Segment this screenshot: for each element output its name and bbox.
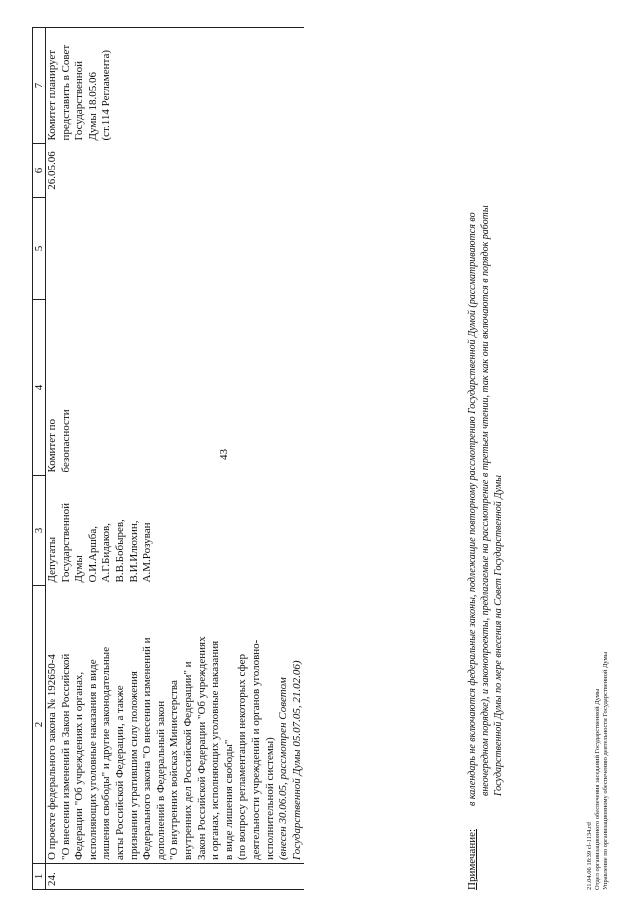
remark-line: Государственной	[73, 60, 86, 141]
bill-title-line: признании утратившим силу положения	[127, 671, 140, 860]
footer-directorate: Управление по организационному обеспечению деятельности Государственной Думы	[602, 651, 609, 890]
bill-title-line: акты Российской Федерации, а также	[113, 685, 126, 860]
author-line: А.Г.Бидаков,	[100, 523, 113, 583]
bill-title-line: О проекте федерального закона № 192650-4	[46, 654, 58, 860]
bill-title-line: лишения свободы" и другие законодательные	[100, 646, 113, 860]
column-header: 4	[33, 300, 46, 476]
bill-title-line: "О внесении изменений в Закон Российской	[59, 653, 72, 860]
bill-title-line: Федерации "Об учреждениях и органах,	[73, 671, 86, 860]
bill-title-line: (по вопросу регламентации некоторых сфер	[236, 654, 249, 860]
legislation-calendar-table	[32, 27, 304, 890]
row-number: 24.	[46, 864, 305, 890]
bill-title-line: дополнений в Федеральный закон	[154, 700, 167, 860]
bill-title-line: внутренних дел Российской Федерации" и	[181, 661, 194, 860]
page-number: 43	[218, 449, 230, 460]
committee-line: Комитет по	[46, 418, 58, 473]
note-line: в календарь не включаются федеральные законы, подлежащие повторному рассмотрению Государственной Думой (рассматриваются во	[467, 212, 478, 806]
remark-line: (ст.114 Регламента)	[100, 49, 113, 141]
remark	[46, 28, 305, 144]
bill-status-line: Государственной Думы 05.07.05, 21.02.06)	[290, 660, 303, 860]
author-line: Думы	[73, 555, 86, 583]
column-header: 6	[33, 144, 46, 198]
footer-department: Отдел организационного обеспечения заседаний Государственной Думы	[594, 688, 601, 890]
document-footer	[586, 652, 610, 890]
bill-title-line: и органах, исполняющих уголовные наказания	[209, 640, 222, 860]
author-line: В.В.Бобырев,	[113, 519, 126, 583]
remark-line: представить в Совет	[59, 44, 72, 141]
bill-title-line: деятельности учреждений и органов уголовно-	[249, 639, 262, 860]
note-line: внеочередном порядке), и законопроекты, предлагаемые на рассмотрение в третьем чтении, так как они включаются в порядок работы	[480, 205, 491, 796]
author-line: А.М.Розуван	[141, 522, 154, 583]
scheduled-date: 26.05.06	[46, 151, 58, 190]
remark-line: Думы 18.05.06	[86, 72, 99, 141]
note-label: Примечание:	[466, 828, 478, 890]
column-header: 1	[33, 864, 46, 890]
author-line: Государственной	[59, 502, 72, 583]
bill-authors	[46, 476, 305, 586]
footer-file-stamp: 21.04.06 18:39 сl-1134.rtf	[586, 821, 593, 890]
author-line: О.И.Аршба,	[86, 525, 99, 583]
bill-title-line: "О внутренних войсках Министерства	[168, 680, 181, 860]
column-header: 7	[33, 28, 46, 144]
bill-title-line: Федерального закона "О внесении изменений и	[141, 637, 154, 860]
column-number-header-row	[33, 28, 46, 890]
responsible-committee	[46, 300, 305, 476]
remark-line: Комитет планирует	[46, 49, 58, 141]
bill-title	[46, 586, 305, 864]
bill-title-line: в виде лишения свободы"	[222, 739, 235, 860]
note-text	[466, 126, 505, 806]
note-line: Государственной Думы по мере внесения на Совет Государственной Думы	[493, 475, 504, 796]
author-line: В.И.Илюхин,	[127, 520, 140, 583]
column-header: 5	[33, 198, 46, 300]
column-header: 2	[33, 586, 46, 864]
column-5-cell	[46, 198, 305, 300]
bill-title-line: исполнительной системы)	[263, 737, 276, 860]
author-line: Депутаты	[46, 536, 58, 583]
bill-status-line: (внесен 30.06.05, рассмотрен Советом	[277, 677, 290, 860]
bill-title-line: Закон Российской Федерации "Об учреждениях	[195, 636, 208, 860]
committee-line: безопасности	[59, 409, 72, 473]
column-header: 3	[33, 476, 46, 586]
bill-title-line: исполняющих уголовные наказания в виде	[86, 659, 99, 860]
table-row	[46, 28, 305, 890]
